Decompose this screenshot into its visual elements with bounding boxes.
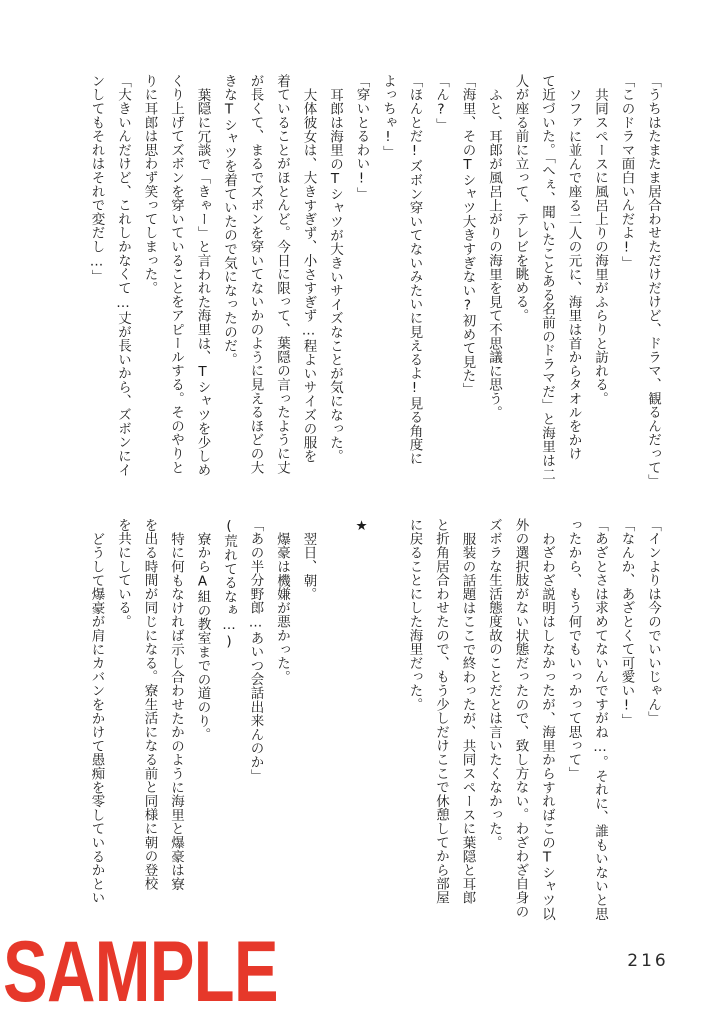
text-column: 「なんか、あざとくて可愛い!」 [618,518,635,728]
text-column: と折角居合わせたので、もう少しだけここで休憩してから部屋 [433,518,449,905]
text-column: (荒れてるなぁ…) [221,518,237,650]
text-column: 寮からA組の教室までの道のり。 [194,531,211,741]
text-column: 耳郎は海里のTシャツが大きいサイズなことが気になった。 [327,87,343,463]
text-column: 葉隠に冗談で「きゃー」と言われた海里は、Tシャツを少しめ [194,87,211,477]
blank-column [375,518,402,932]
text-column: 「海里、そのTシャツ大きすぎない?初めて見た」 [459,74,476,397]
text-column: わざわざ説明はしなかったが、海里からすればこのTシャツ以 [539,531,555,921]
section-separator-star: ★ [353,518,370,535]
text-column: くり上げてズボンを穿いていることをアピールする。そのやりと [168,74,184,475]
text-column: を共にしている。 [115,518,131,629]
text-column: 着ていることがほとんど。今日に限って、葉隠の言ったように丈 [274,74,290,475]
text-column: よっちゃ!」 [380,74,396,160]
text-column: ズボラな生活態度故のことだとは言いたくなかった。 [486,518,502,850]
text-column: 外の選択肢がない状態だったので、致し方ない。わざわざ自身の [512,518,529,919]
text-column: 「あざとさは求めてないんですがね…。それに、誰もいないと思 [592,518,608,921]
text-column: 特に何もなければ示し合わせたかのように海里と爆豪は寮 [168,531,184,891]
text-column: ンしてもそれはそれで変だし…」 [88,74,105,284]
text-column: 服装の話題はここで終わったが、共同スペースに葉隠と耳郎 [459,531,476,905]
text-band-top [83,74,666,488]
text-column: が長くて、まるでズボンを穿いてないかのように見えるほどの大 [247,74,264,475]
text-column: ったから、もう何でもいっかって思って」 [565,518,582,781]
text-column: を出る時間が同じになる。寮生活になる前と同様に朝の登校 [141,518,158,891]
text-column: 翌日、朝。 [300,531,317,601]
text-column: 爆豪は機嫌が悪かった。 [274,531,290,684]
text-column: ソファに並んで座る二人の元に、海里は首からタオルをかけ [565,87,582,461]
text-column: 「うちはたまたま居合わせただけだけど、ドラマ、観るんだって」 [645,74,661,488]
text-column: 「ほんとだ!ズボン穿いてないみたいに見えるよ!見る角度に [406,74,423,466]
page-number: 216 [627,951,669,971]
text-column: 「ん?」 [433,74,449,132]
text-column: 大体彼女は、大きすぎず、小さすぎず…程よいサイズの服を [300,87,317,463]
text-column: りに耳郎は思わず笑ってしまった。 [141,74,158,295]
text-column: 「このドラマ面白いんだよ!」 [618,74,635,270]
text-column: 「あの半分野郎…あいつ会話出来んのか」 [247,518,264,783]
text-band-bottom [83,518,666,932]
sample-watermark: SAMPLE [3,924,278,1020]
text-column: どうして爆豪が肩にカバンをかけて愚痴を零しているかとい [88,531,105,905]
text-column: ふと、耳郎が風呂上がりの海里を見て不思議に思う。 [486,87,502,419]
text-column: て近づいた。「へぇ、聞いたことある名前のドラマだ」と海里は二 [539,74,555,482]
text-column: 共同スペースに風呂上りの海里がふらりと訪れる。 [592,87,608,405]
text-column: に戻ることにした海里だった。 [406,518,423,712]
blank-column [322,518,349,932]
text-column: きなTシャツを着ていたので気になったのだ。 [221,74,237,367]
text-column: 「大きいんだけど、これしかなくて…丈が長いから、ズボンにイ [115,74,131,477]
text-column: 「インよりは今のでいいじゃん」 [645,518,661,725]
text-column: 人が座る前に立って、テレビを眺める。 [512,74,529,323]
text-column: 「穿いとるわい!」 [353,74,370,201]
